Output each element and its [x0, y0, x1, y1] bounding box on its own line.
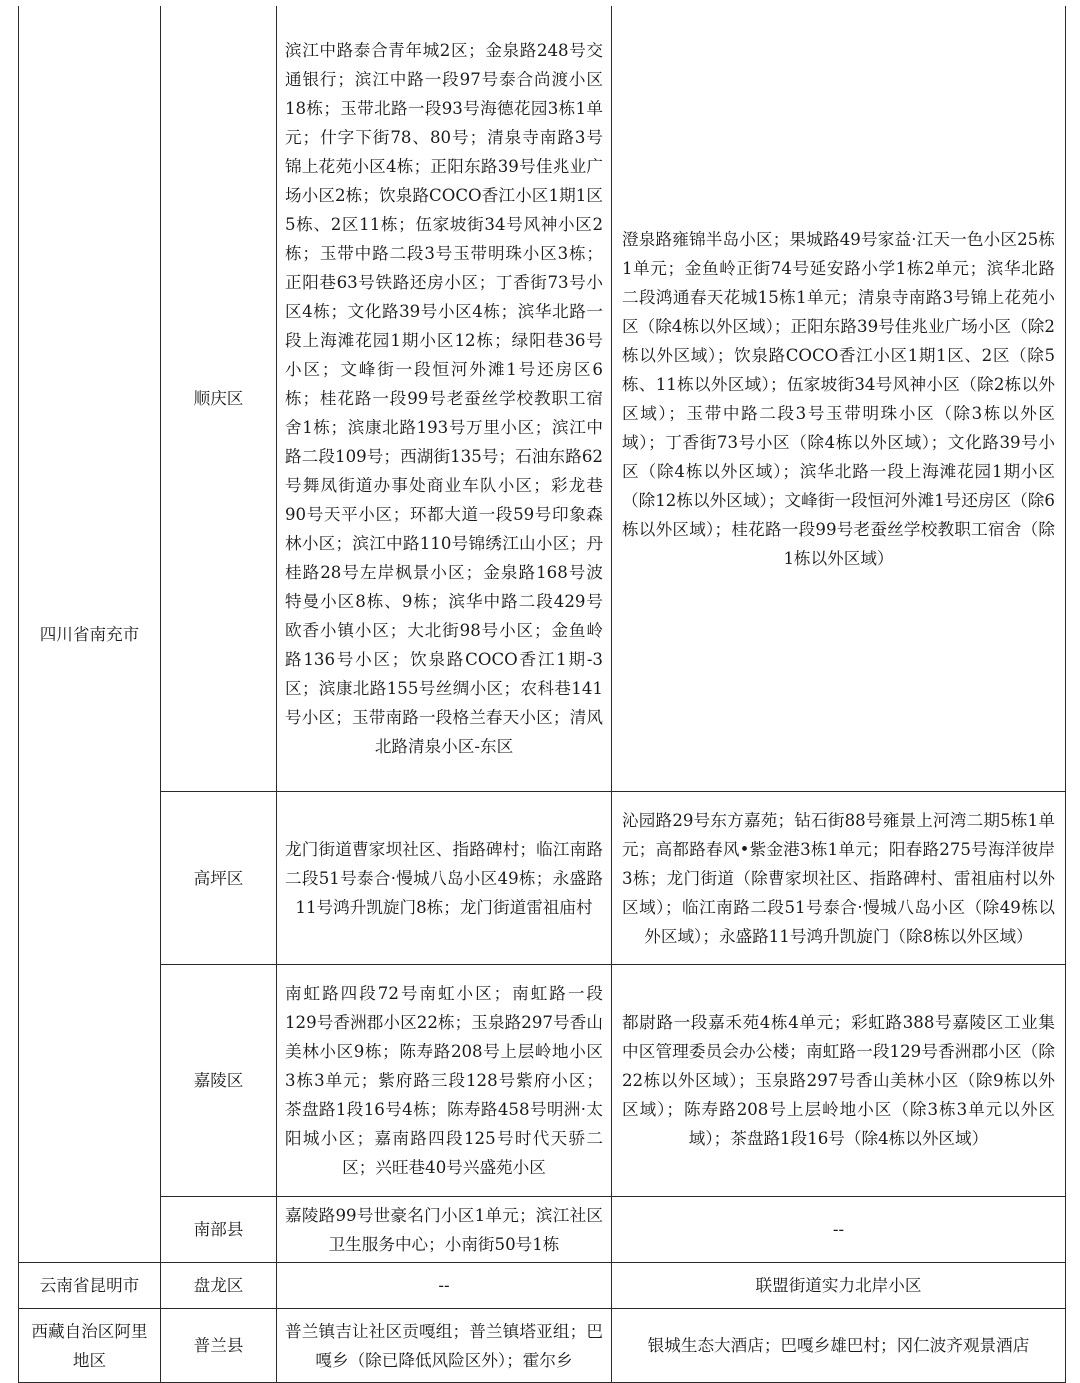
district-name: 高坪区: [193, 868, 244, 888]
medium-risk-cell: [612, 1309, 1065, 1382]
high-risk-cell: [277, 6, 611, 791]
province-cell: [19, 1263, 160, 1308]
medium-risk-cell: [612, 1263, 1065, 1308]
district-cell: [161, 792, 276, 964]
high-risk-areas: 嘉陵路99号世豪名门小区1单元；滨江社区卫生服务中心；小南街50号1栋: [285, 1205, 603, 1254]
medium-risk-cell: [612, 792, 1065, 964]
province-cell: [19, 1309, 160, 1382]
high-risk-cell: [277, 1263, 611, 1308]
province-name: 四川省南充市: [39, 624, 140, 644]
district-cell: [161, 1309, 276, 1382]
medium-risk-cell: [612, 1197, 1065, 1262]
medium-risk-cell: [612, 965, 1065, 1196]
medium-risk-areas: 澄泉路雍锦半岛小区；果城路49号家益·江天一色小区25栋1单元；金鱼岭正街74号延安路小学1栋2单元；滨华北路二段鸿通春天花城15栋1单元；清泉寺南路3号锦上花苑小区（除4栋以外区域）；正阳东路39号佳兆业广场小区（除2栋以外区域）；饮泉路COCO香江小区1期1区、2区（除5栋、11栋以外区域）；伍家坡街34号风神小区（除2栋以外区域）；玉带中路二段3号玉带明珠小区（除3栋以外区域）；丁香街73号小区（除4栋以外区域）；文化路39号小区（除4栋以外区域）；滨华北路一段上海滩花园1期小区（除12栋以外区域）；文峰街一段恒河外滩1号还房区（除6栋以外区域）；桂花路一段99号老蚕丝学校教职工宿舍（除1栋以外区域）: [622, 229, 1055, 568]
district-cell: [161, 1263, 276, 1308]
province-name: 西藏自治区阿里地区: [31, 1321, 148, 1370]
medium-risk-areas: 银城生态大酒店；巴嘎乡雄巴村；冈仁波齐观景酒店: [647, 1336, 1030, 1355]
table-border-right: [1065, 6, 1066, 1383]
medium-risk-areas: 联盟街道实力北岸小区: [755, 1276, 922, 1295]
province-cell: [19, 6, 160, 1262]
high-risk-cell: [277, 1197, 611, 1262]
medium-risk-cell: [612, 6, 1065, 791]
district-cell: [161, 6, 276, 791]
high-risk-areas: 滨江中路泰合青年城2区；金泉路248号交通银行；滨江中路一段97号泰合尚渡小区18栋；玉带北路一段93号海德花园3栋1单元；什字下街78、80号；清泉寺南路3号锦上花苑小区4栋；正阳东路39号佳兆业广场小区2栋；饮泉路COCO香江小区1期1区5栋、2区11栋；伍家坡街34号风神小区2栋；玉带中路二段3号玉带明珠小区3栋；正阳巷63号铁路还房小区；丁香街73号小区4栋；文化路39号小区4栋；滨华北路一段上海滩花园1期小区12栋；绿阳巷36号小区；文峰街一段恒河外滩1号还房区6栋；桂花路一段99号老蚕丝学校教职工宿舍1栋；滨康北路193号万里小区；滨江中路二段109号；西湖街135号；石油东路62号舞凤街道办事处商业车队小区；彩龙巷90号天平小区；环都大道一段59号印象森林小区；滨江中路110号锦绣江山小区；丹桂路28号左岸枫景小区；金泉路168号波特曼小区8栋、9栋；滨华中路二段429号欧香小镇小区；大北街98号小区；金鱼岭路136号小区；饮泉路COCO香江1期-3区；滨康北路155号丝绸小区；农科巷141号小区；玉带南路一段格兰春天小区；清风北路清泉小区-东区: [285, 41, 603, 756]
district-name: 顺庆区: [193, 389, 244, 408]
medium-risk-areas: 沁园路29号东方嘉苑；钻石街88号雍景上河湾二期5栋1单元；高都路春风•紫金港3栋1单元；阳春路275号海洋彼岸3栋；龙门街道（除曹家坝社区、指路碑村、雷祖庙村以外区域）；临江南路二段51号泰合·慢城八岛小区（除49栋以外区域）；永盛路11号鸿升凯旋门（除8栋以外区域）: [622, 810, 1055, 946]
district-name: 南部县: [193, 1220, 244, 1239]
high-risk-cell: [277, 965, 611, 1196]
province-name: 云南省昆明市: [39, 1276, 140, 1295]
district-name: 盘龙区: [193, 1276, 244, 1295]
district-name: 嘉陵区: [193, 1071, 244, 1090]
medium-risk-areas: 都尉路一段嘉禾苑4栋4单元；彩虹路388号嘉陵区工业集中区管理委员会办公楼；南虹路一段129号香洲郡小区（除22栋以外区域）；玉泉路297号香山美林小区（除9栋以外区域）；陈寿路208号上层岭地小区（除3栋3单元以外区域）；茶盘路1段16号（除4栋以外区域）: [622, 1013, 1055, 1148]
district-name: 普兰县: [193, 1336, 244, 1355]
high-risk-areas: 龙门街道曹家坝社区、指路碑村；临江南路二段51号泰合·慢城八岛小区49栋；永盛路11号鸿升凯旋门8栋；龙门街道雷祖庙村: [285, 839, 603, 917]
district-cell: [161, 1197, 276, 1262]
district-cell: [161, 965, 276, 1196]
high-risk-cell: [277, 1309, 611, 1382]
high-risk-areas: 南虹路四段72号南虹小区；南虹路一段129号香洲郡小区22栋；玉泉路297号香山美林小区9栋；陈寿路208号上层岭地小区3栋3单元；紫府路三段128号紫府小区；茶盘路1段16号4栋；陈寿路458号明洲·太阳城小区；嘉南路四段125号时代天骄二区；兴旺巷40号兴盛苑小区: [285, 984, 603, 1177]
high-risk-cell: [277, 792, 611, 964]
risk-area-table: [18, 6, 1066, 1383]
medium-risk-areas: --: [832, 1220, 845, 1239]
high-risk-areas: --: [438, 1276, 450, 1295]
high-risk-areas: 普兰镇吉让社区贡嘎组；普兰镇塔亚组；巴嘎乡（除已降低风险区外）；霍尔乡: [285, 1321, 603, 1370]
